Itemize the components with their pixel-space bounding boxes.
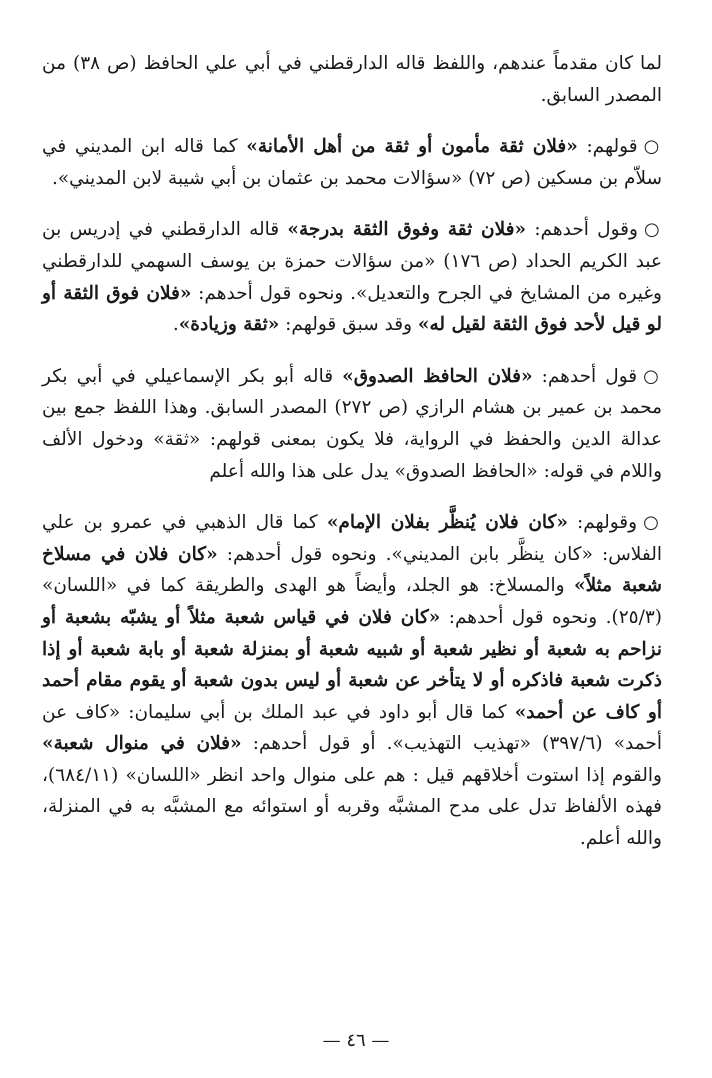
paragraph-lead: قول أحدهم: <box>532 365 638 387</box>
circle-bullet-icon: ○ <box>643 136 663 158</box>
bold-term: «فلان في منوال شعبة» <box>42 733 242 755</box>
circle-bullet-icon: ○ <box>643 365 662 387</box>
bold-term: «فلان ثقة مأمون أو ثقة من أهل الأمانة» <box>246 136 578 158</box>
paragraph-yunazzar <box>42 507 662 855</box>
paragraph-text: قاله الدارقطني في إدريس بن عبد الكريم الحداد (ص ١٧٦) «من سؤالات حمزة بن يوسف السهمي للدارقطني وغيره من المشايخ في الجرح والتعديل». ونحوه قول أحدهم: <box>42 219 662 304</box>
paragraph-lead: وقولهم: <box>567 512 638 534</box>
bold-term: «فلان فوق الثقة أو لو قيل لأحد فوق الثقة لقيل له» <box>42 282 662 336</box>
bold-term: «كان فلان يُنظَّر بفلان الإمام» <box>326 512 568 534</box>
bold-term: «فلان الحافظ الصدوق» <box>342 365 533 387</box>
paragraph-text: كما قال الذهبي في عمرو بن علي الفلاس: «كان ينظَّر بابن المديني». ونحوه قول أحدهم: <box>42 512 662 565</box>
bold-term: «كان فلان في قياس شعبة مثلاً أو يشبّه بشعبة أو نزاحم به شعبة أو نظير شعبة أو شبيه شعبة أو بمنزلة شعبة أو بابة شعبة أو إذا ذكرت شعبة فاذكره أو لا يتأخر عن شعبة أو ليس بدون شعبة أو يقوم مقام أحمد أو كاف عن أحمد» <box>42 606 662 723</box>
paragraph-thiqa-mamun <box>42 131 662 194</box>
circle-bullet-icon: ○ <box>643 512 662 534</box>
paragraph-lead: قولهم: <box>577 136 638 158</box>
paragraph-fawq-al-thiqa <box>42 214 662 340</box>
bold-term: «كان فلان في مسلاخ شعبة مثلاً» <box>42 543 662 597</box>
intro-paragraph: لما كان مقدماً عندهم، واللفظ قاله الدارقطني في أبي علي الحافظ (ص ٣٨) من المصدر السابق. <box>42 53 663 106</box>
bold-term: «ثقة وزيادة» <box>178 314 280 336</box>
circle-bullet-icon: ○ <box>643 219 663 241</box>
paragraph-lead: وقول أحدهم: <box>526 219 638 241</box>
paragraph-text: والقوم إذا استوت أخلاقهم قيل : هم على منوال واحد انظر «اللسان» (٦٨٤/١١)، فهذه الألفاظ تدل على مدح المشبَّه وقربه أو استوائه مع المشبَّه به في المنزلة، والله أعلم. <box>42 764 662 850</box>
paragraph-text: . <box>172 314 179 336</box>
paragraph-text: وقد سبق قولهم: <box>279 314 418 336</box>
paragraph-text: كما قاله ابن المديني في سلاّم بن مسكين (ص ٧٢) «سؤالات محمد بن عثمان بن أبي شيبة لابن المديني». <box>42 136 662 189</box>
page-number: — ٤٦ — <box>322 1030 390 1051</box>
bold-term: «فلان ثقة وفوق الثقة بدرجة» <box>287 219 527 241</box>
paragraph-text: والمسلاخ: هو الجلد، وأيضاً هو الهدى والطريقة كما في «اللسان» (٢٥/٣). ونحوه قول أحدهم: <box>42 575 662 628</box>
paragraph-text: قاله أبو بكر الإسماعيلي في أبي بكر محمد بن عمير بن هشام الرازي (ص ٢٧٢) المصدر السابق. وهذا اللفظ جمع بين عدالة الدين والحفظ في الرواية، فلا يكون بمعنى قولهم: «ثقة» ودخول الألف واللام في قوله: «الحافظ الصدوق» يدل على هذا والله أعلم <box>42 365 662 482</box>
paragraph-text: كما قال أبو داود في عبد الملك بن أبي سليمان: «كاف عن أحمد» (٣٩٧/٦) «تهذيب التهذيب». أو قول أحدهم: <box>42 701 662 755</box>
paragraph-al-hafiz-al-saduq <box>42 361 662 487</box>
